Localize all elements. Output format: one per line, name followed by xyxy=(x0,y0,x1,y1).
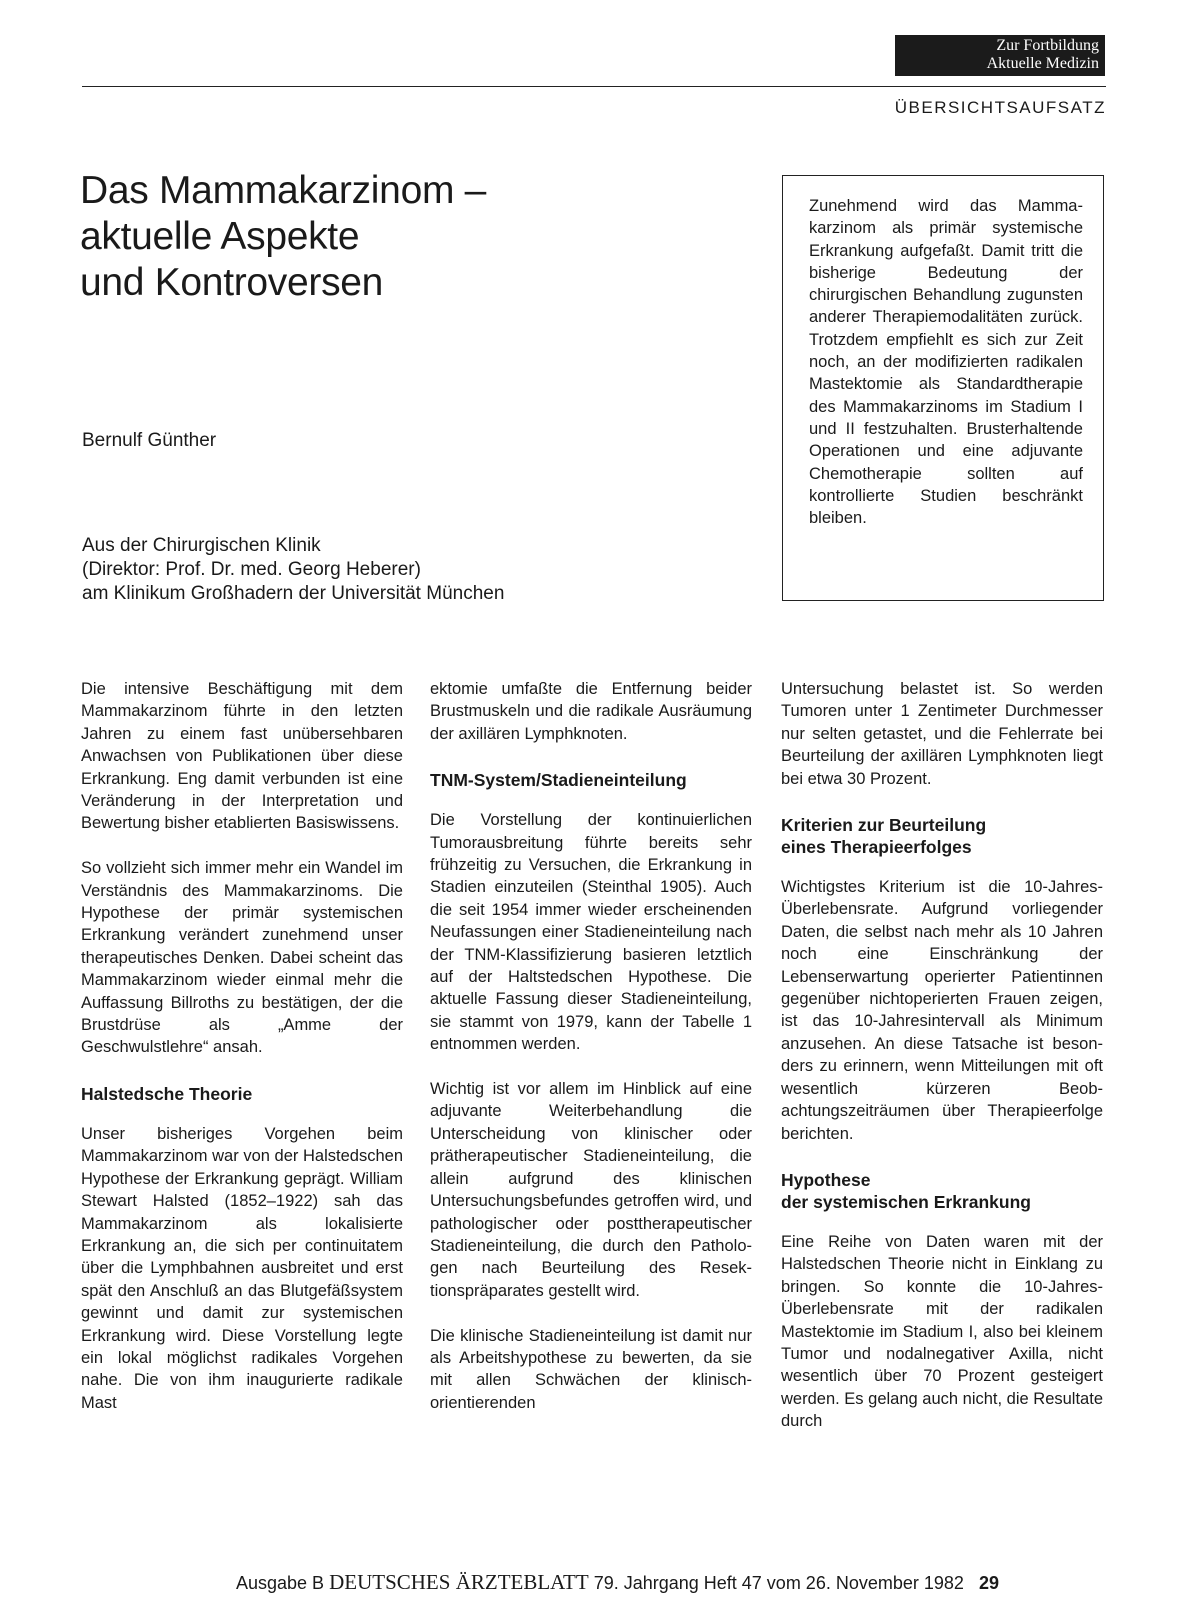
footer-issue: 79. Jahrgang Heft 47 vom 26. November 1982 xyxy=(593,1573,964,1593)
heading-line: Kriterien zur Beurteilung xyxy=(781,815,987,836)
body-paragraph: So vollzieht sich immer mehr ein Wandel im Verständnis des Mammakarzinoms. Die Hypothese der primär systemischen Erkrankung verändert zunehmend unser therapeutisches Denken. Dabei scheint das Mammakarzinom wieder einmal mehr die Auffassung Billroths zu bestätigen, der die Brustdrüse als „Amme der Geschwulstlehre“ ansah. xyxy=(81,859,403,1057)
body-paragraph: Untersuchung belastet ist. So werden Tumoren unter 1 Zentimeter Durchmesser nur selten getastet, und die Fehlerrate bei Beurteilung der axillären Lymphknoten liegt bei etwa 30 Prozent. xyxy=(781,680,1103,788)
abstract-box xyxy=(782,175,1104,601)
page-footer xyxy=(236,1570,999,1595)
title-line: aktuelle Aspekte xyxy=(80,215,360,258)
body-paragraph: Wichtig ist vor allem im Hinblick auf eine adjuvante Weiterbehandlung die Unterscheidung von klinischer oder prätherapeutischer Stadieneinteilung, die allein aufgrund des klinischen Untersuchungsbefundes getroffen wird, und pathologischer oder posttherapeutischer Stadieneinteilung, die durch den Pathologen nach Beurteilung des Resektionspräparates gestellt wird. xyxy=(430,1080,752,1300)
body-column-3 xyxy=(781,678,1103,1433)
heading-line: Hypothese xyxy=(781,1169,871,1190)
title-line: Das Mammakarzinom – xyxy=(80,169,487,212)
section-heading-therapieerfolg xyxy=(781,814,1103,858)
footer-edition: Ausgabe B xyxy=(236,1573,325,1593)
abstract-text: Zunehmend wird das Mammakarzinom als primär systemische Erkrankung aufgefaßt. Damit tritt die bisherige Bedeutung der chirurgischen Behandlung zugunsten anderer Therapiemodalitäten zurück. Trotzdem empfiehlt es sich zur Zeit noch, an der modifizierten radikalen Mastektomie als Standardtherapie des Mammakarzinoms im Stadium I und II festzuhalten. Brusterhaltende Operationen und eine adjuvante Chemotherapie sollten auf kontrollierte Studien beschränkt bleiben. xyxy=(809,197,1083,528)
section-heading-tnm-system: TNM-System/Stadieneinteilung xyxy=(430,770,687,791)
body-paragraph: Unser bisheriges Vorgehen beim Mammakarzinom war von der Halstedschen Hypothese der Erkrankung geprägt. William Stewart Halsted (1852–1922) sah das Mammakarzinom als lokalisierte Erkrankung an, die sich per continuitatem über die Lymphbahnen ausbreitet und erst spät den Anschluß an das Blutgefäßsystem gewinnt und damit zur systemischen Erkrankung wird. Diese Vorstellung legte ein lokal möglichst radikales Vorgehen nahe. Die von ihm inaugurierte radikale Mast xyxy=(81,1124,403,1412)
body-column-1 xyxy=(81,678,403,1414)
body-paragraph: Eine Reihe von Daten waren mit der Halstedschen Theorie nicht in Einklang zu bringen. So konnte die 10-Jahres-Überlebensrate mit der radikalen Mastektomie im Stadium I, also bei kleinem Tumor und nodalnegativer Axilla, nicht wesentlich über 70 Prozent gesteigert werden. Es gelang auch nicht, die Resultate durch xyxy=(781,1232,1103,1431)
footer-journal-name: DEUTSCHES ÄRZTEBLATT xyxy=(329,1570,589,1594)
body-paragraph: ektomie umfaßte die Entfernung beider Brustmuskeln und die radikale Ausräumung der axillären Lymphknoten. xyxy=(430,680,752,743)
author-name: Bernulf Günther xyxy=(82,430,217,451)
body-paragraph: Wichtigstes Kriterium ist die 10-Jahres-Überlebensrate. Aufgrund vorliegender Daten, die selbst nach mehr als 10 Jahren noch eine Einschränkung der Lebenserwartung operierter Patientinnen gegenüber nichtoperierten Frauen zeigen, ist das 10-Jahresintervall als Minimum anzusehen. An diese Tatsache ist besonders zu erinnern, wenn Mitteilungen mit oft wesentlich kürzeren Beobachtungszeiträumen über Therapieerfolge berichten. xyxy=(781,878,1103,1143)
author-affiliation xyxy=(82,534,504,606)
heading-line: eines Therapieerfolges xyxy=(781,837,972,858)
body-paragraph: Die Vorstellung der kontinuierlichen Tumorausbreitung führte bereits sehr frühzeitig zu Versuchen, die Erkrankung in Stadien einzuteilen (Steinthal 1905). Auch die seit 1954 immer wieder erscheinenden Neufassungen einer Stadieneinteilung nach der TNM-Klassifizierung basieren letztlich auf der Haltstedschen Hypothese. Die aktuelle Fassung dieser Stadieneinteilung, sie stammt von 1979, kann der Tabelle 1 entnommen werden. xyxy=(430,811,752,1054)
section-heading-halstedsche-theorie: Halstedsche Theorie xyxy=(81,1083,253,1104)
section-tag xyxy=(895,35,1105,76)
section-tag-line2: Aktuelle Medizin xyxy=(986,55,1099,72)
article-type-label: ÜBERSICHTSAUFSATZ xyxy=(894,98,1106,117)
body-paragraph: Die intensive Beschäftigung mit dem Mammakarzinom führte in den letzten Jahren zu einem fast unübersehbaren Anwachsen von Publikationen über diese Erkrankung. Eng damit verbunden ist eine Veränderung in der Interpretation und Bewertung bisher etablierten Basiswissens. xyxy=(81,680,403,833)
page-number: 29 xyxy=(978,1573,999,1593)
affiliation-line: am Klinikum Großhadern der Universität München xyxy=(82,583,505,604)
affiliation-line: (Direktor: Prof. Dr. med. Georg Heberer) xyxy=(82,559,421,580)
affiliation-line: Aus der Chirurgischen Klinik xyxy=(82,535,321,556)
section-heading-systemische-erkrankung xyxy=(781,1169,1103,1213)
article-title xyxy=(80,168,640,306)
title-line: und Kontroversen xyxy=(80,261,384,304)
heading-line: der systemischen Erkrankung xyxy=(781,1191,1031,1212)
section-tag-line1: Zur Fortbildung xyxy=(996,37,1099,54)
body-column-2 xyxy=(430,678,752,1414)
top-rule xyxy=(82,86,1106,87)
body-paragraph: Die klinische Stadieneinteilung ist damit nur als Arbeitshypothese zu bewerten, da sie mit allen Schwächen der klinisch-orientierenden xyxy=(430,1326,752,1412)
